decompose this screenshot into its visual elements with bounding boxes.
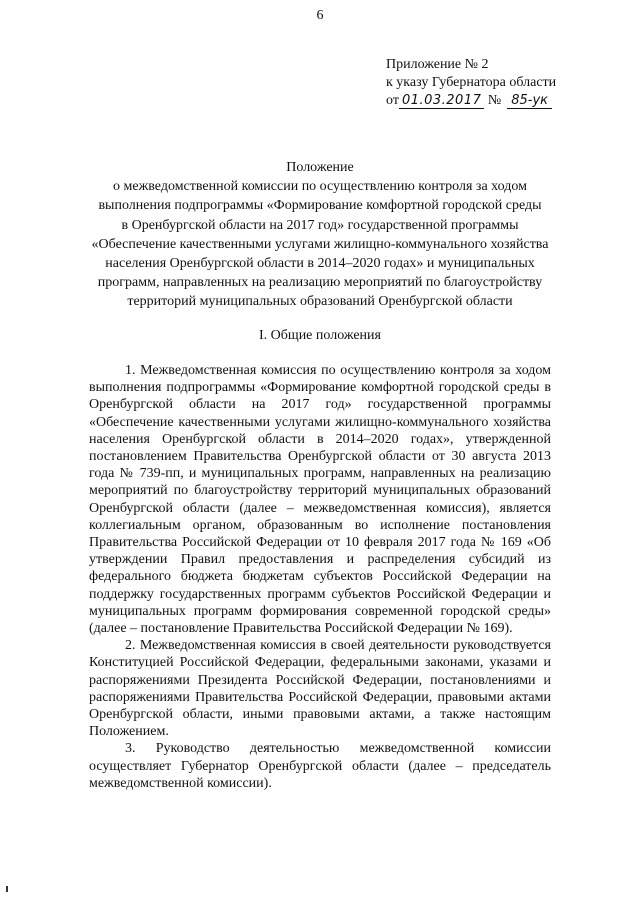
body-text (89, 362, 551, 792)
appendix-title: Приложение № 2 (386, 57, 489, 72)
paragraph: 2. Межведомственная комиссия в своей деятельности руководствуется Конституцией Российской Федерации, федеральными законами, указами и распоряжениями Президента Российской Федерации, постановлениями и распоряжениями Правительства Российской Федерации, правовыми актами Оренбургской области, иными правовыми актами, а также настоящим Положением. (89, 638, 551, 740)
title-line: программ, направленных на реализацию мероприятий по благоустройству (97, 275, 543, 291)
handwritten-date: 01.03.2017 (399, 93, 484, 109)
title-line: «Обеспечение качественными услугами жилищно-коммунального хозяйства (91, 236, 549, 252)
scan-edge-mark (6, 886, 8, 892)
number-prefix: № (487, 93, 502, 108)
paragraph: 3. Руководство деятельностью межведомственной комиссии осуществляет Губернатор Оренбургской области (далее – председатель межведомственной комиссии). (89, 741, 551, 791)
document-title: Положение (286, 160, 354, 175)
title-line: в Оренбургской области на 2017 год» государственной программы (121, 217, 519, 233)
paragraph: 1. Межведомственная комиссия по осуществлению контроля за ходом выполнения подпрограммы «Формирование комфортной городской среды в Оренбургской области на 2017 год» государственной программы «Обеспечение качественными услугами жилищно-коммунального хозяйства населения Оренбургской области в 2014–2020 годах», утвержденной постановлением Правительства Оренбургской области от 30 августа 2013 года № 739-пп, и муниципальных программ, направленных на реализацию мероприятий по благоустройству территорий муниципальных образований Оренбургской области (далее – межведомственная комиссия), является коллегиальным органом, образованным во исполнение постановления Правительства Российской Федерации от 10 февраля 2017 года № 169 «Об утверждении Правил предоставления и распределения субсидий из федерального бюджета бюджетам субъектов Российской Федерации на поддержку государственных программ субъектов Российской Федерации и муниципальных программ формирования современной городской среды» (далее – постановление Правительства Российской Федерации № 169). (89, 363, 551, 637)
handwritten-number: 85-ук (507, 93, 552, 109)
appendix-reference: к указу Губернатора области (386, 75, 557, 90)
title-line: территорий муниципальных образований Оренбургской области (127, 294, 513, 310)
section-heading: I. Общие положения (259, 328, 381, 343)
appendix-block (386, 56, 556, 110)
page-number: 6 (316, 8, 324, 23)
title-line: населения Оренбургской области в 2014–2020 годах» и муниципальных (105, 256, 535, 272)
title-line: о межведомственной комиссии по осуществлению контроля за ходом (113, 179, 527, 195)
appendix-date-line (386, 92, 556, 110)
document-title-block (70, 158, 570, 312)
title-line: выполнения подпрограммы «Формирование комфортной городской среды (98, 198, 542, 214)
date-prefix: от (386, 93, 399, 108)
